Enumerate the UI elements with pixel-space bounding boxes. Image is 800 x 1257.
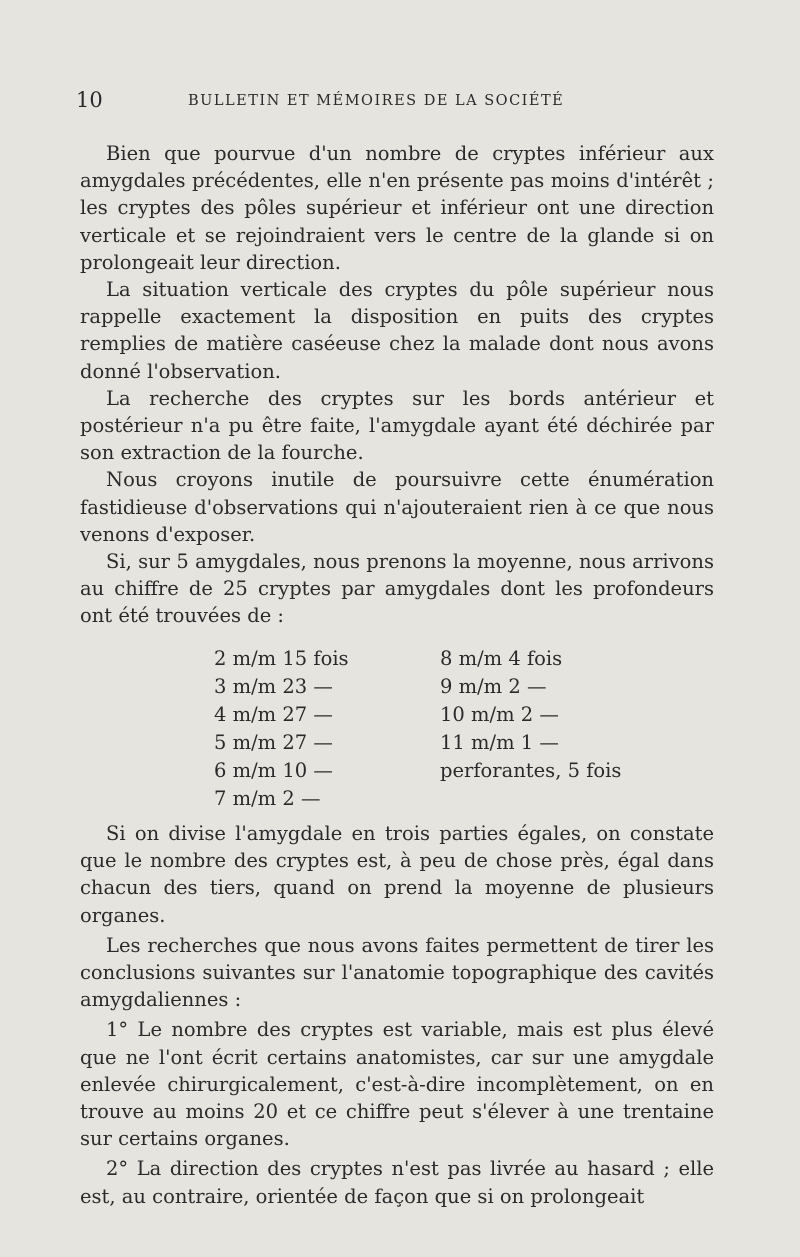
paragraph: Si on divise l'amygdale en trois parties égales, on constate que le nombre des cryptes est, à peu de chose près, égal dans chacun des tiers, quand on prend la moyenne de plusieurs organes.	[80, 822, 714, 927]
body-text-bottom	[80, 820, 714, 1213]
depth-row: 11 m/m 1 —	[440, 731, 559, 754]
depth-row: perforantes, 5 fois	[440, 759, 622, 782]
depth-row: 3 m/m 23 —	[214, 675, 333, 698]
paragraph: La recherche des cryptes sur les bords antérieur et postérieur n'a pu être faite, l'amygdale ayant été déchirée par son extraction de la fourche.	[80, 386, 714, 465]
page-number: 10	[76, 88, 103, 112]
paragraph: Si, sur 5 amygdales, nous prenons la moyenne, nous arrivons au chiffre de 25 cryptes par amygdales dont les profondeurs ont été trouvées de :	[80, 550, 714, 628]
depth-row: 2 m/m 15 fois	[214, 647, 349, 670]
depth-row: 9 m/m 2 —	[440, 675, 547, 698]
depth-row: 4 m/m 27 —	[214, 703, 333, 726]
depth-row: 5 m/m 27 —	[214, 731, 333, 754]
depth-row: 7 m/m 2 —	[214, 787, 321, 810]
paragraph: 1° Le nombre des cryptes est variable, mais est plus élevé que ne l'ont écrit certains anatomistes, car sur une amygdale enlevée chirurgicalement, c'est-à-dire incomplètement, on en trouve au moins 20 et ce chiffre peut s'élever à une trentaine sur certains organes.	[80, 1018, 714, 1151]
page-header	[76, 88, 716, 118]
depth-row: 6 m/m 10 —	[214, 759, 333, 782]
paragraph: La situation verticale des cryptes du pôle supérieur nous rappelle exactement la disposition en puits des cryptes remplies de matière caséeuse chez la malade dont nous avons donné l'observation.	[80, 278, 714, 383]
paragraph: Bien que pourvue d'un nombre de cryptes inférieur aux amygdales précédentes, elle n'en présente pas moins d'intérêt ; les cryptes des pôles supérieur et inférieur ont une direction verticale et se rejoindraient vers le centre de la glande si on prolongeait leur direction.	[80, 142, 714, 274]
depth-row: 10 m/m 2 —	[440, 703, 559, 726]
running-head: BULLETIN ET MÉMOIRES DE LA SOCIÉTÉ	[188, 93, 565, 109]
paragraph: 2° La direction des cryptes n'est pas livrée au hasard ; elle est, au contraire, orientée de façon que si on prolongeait	[80, 1157, 714, 1208]
depth-row: 8 m/m 4 fois	[440, 647, 563, 670]
depth-column-left	[214, 645, 349, 813]
paragraph: Nous croyons inutile de poursuivre cette énumération fastidieuse d'observations qui n'ajouteraient rien à ce que nous venons d'exposer.	[80, 468, 714, 546]
paragraph: Les recherches que nous avons faites permettent de tirer les conclusions suivantes sur l'anatomie topographique des cavités amygdaliennes :	[80, 933, 714, 1012]
body-text-top	[80, 140, 714, 630]
depth-column-right	[440, 645, 621, 785]
